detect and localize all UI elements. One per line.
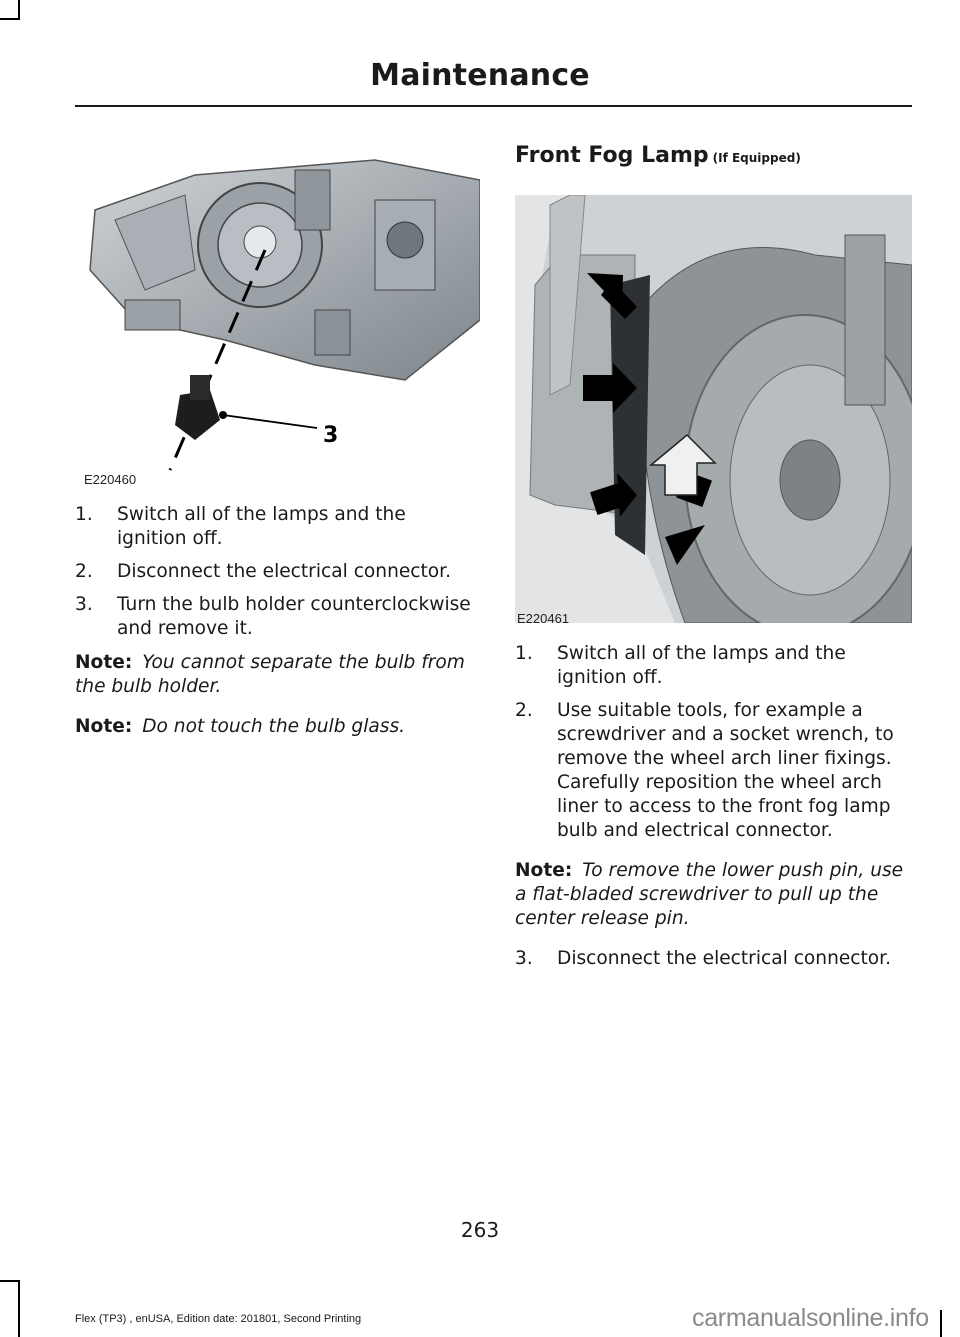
crop-mark	[18, 1280, 20, 1337]
crop-mark	[940, 1310, 942, 1337]
crop-mark	[0, 1280, 20, 1282]
header-rule	[75, 105, 912, 107]
list-item: 1. Switch all of the lamps and the ignition off.	[515, 643, 846, 688]
edition-info: Flex (TP3) , enUSA, Edition date: 201801, Second Printing	[75, 1313, 362, 1325]
headlamp-illustration	[75, 150, 480, 480]
note: Note: Do not touch the bulb glass.	[75, 716, 406, 737]
list-item: 3. Turn the bulb holder counterclockwise and remove it.	[75, 594, 471, 639]
page-title: Maintenance	[370, 58, 590, 93]
right-column	[515, 642, 910, 980]
figure-code: E220460	[84, 472, 137, 487]
section-heading: Front Fog Lamp (If Equipped)	[515, 143, 801, 168]
list-item: 2. Disconnect the electrical connector.	[75, 561, 452, 582]
watermark: carmanualsonline.info	[692, 1304, 929, 1332]
note: Note: You cannot separate the bulb from the bulb holder.	[75, 652, 465, 697]
note: Note: To remove the lower push pin, use a flat-bladed screwdriver to pull up the center release pin.	[515, 860, 904, 929]
list-item: 1. Switch all of the lamps and the ignition off.	[75, 504, 406, 549]
wheel-arch-illustration	[515, 195, 912, 623]
list-item: 3. Disconnect the electrical connector.	[515, 948, 892, 969]
list-item: 2. Use suitable tools, for example a screwdriver and a socket wrench, to remove the wheel arch liner fixings. Carefully reposition the wheel arch liner to access to the front fog lamp bulb and electrical connector.	[515, 700, 894, 841]
crop-mark	[0, 18, 20, 20]
left-column	[75, 503, 475, 755]
callout-3: 3	[323, 423, 339, 448]
page-number: 263	[460, 1218, 500, 1242]
crop-mark	[18, 0, 20, 20]
figure-code: E220461	[517, 611, 570, 626]
